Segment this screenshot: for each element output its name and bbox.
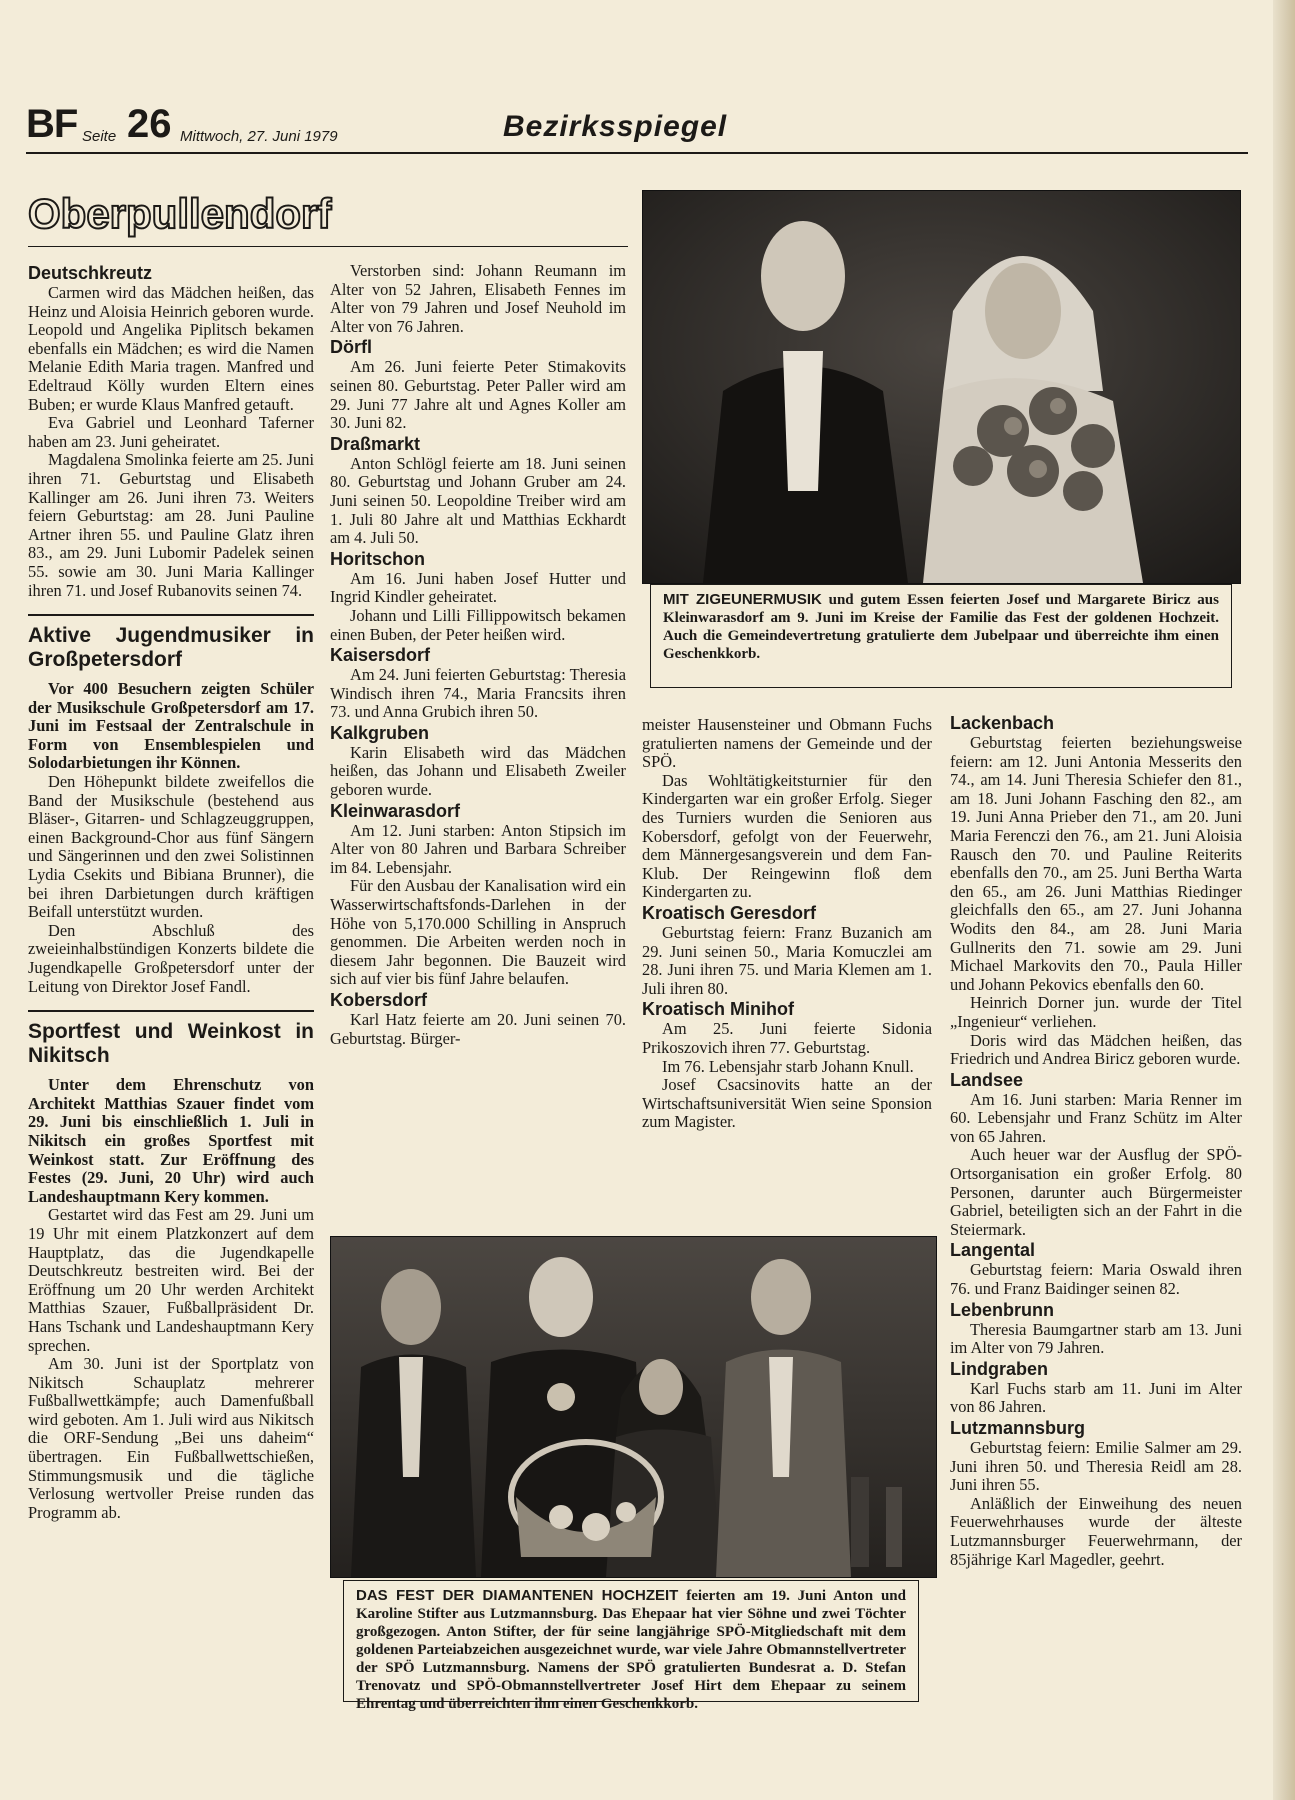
paragraph: Am 25. Juni feierte Sidonia Prikoszovich ihren 77. Geburtstag.	[642, 1019, 932, 1057]
place-heading: Langental	[950, 1240, 1036, 1261]
paragraph: Eva Gabriel und Leonhard Taferner haben am 23. Juni geheiratet.	[28, 413, 314, 451]
paragraph: Karin Elisabeth wird das Mädchen heißen, das Johann und Elisabeth Zweiler geboren wurde.	[330, 742, 626, 800]
paragraph: Am 12. Juni starben: Anton Stipsich im Alter von 80 Jahren und Barbara Schreiber im 84. Lebensjahr.	[330, 820, 626, 877]
article-headline: Sportfest und Weinkost in Nikitsch	[28, 1010, 314, 1068]
photo-caption-diamond-wedding	[343, 1580, 919, 1712]
paragraph: Doris wird das Mädchen heißen, das Friedrich und Andrea Bіricz geboren wurde.	[950, 1030, 1242, 1069]
column-3	[642, 716, 932, 1132]
caption-lead: DAS FEST DER DIAMANTENEN HOCHZEIT	[356, 1587, 679, 1604]
caption-lead: MIT ZIGEUNERMUSIK	[663, 591, 822, 608]
paragraph: Am 30. Juni ist der Sportplatz von Nikitsch Schauplatz mehrerer Fußballwettkämpfe; auch Damenfußball wird geboten. Am 1. Juli wird aus Nikitsch die ORF-Sendung „Bei uns daheim“ übertragen. Ein Fußballwettschießen, Stimmungsmusik und die tägliche Verlosung wertvoller Preise runden das Programm ab.	[28, 1354, 314, 1522]
paragraph: Magdalena Smolinka feierte am 25. Juni ihren 71. Geburtstag und Elisabeth Kallinger am 26. Juni ihren 73. Weiters feiern Geburtstag: am 28. Juni Pauline Artner ihren 55. und Pauline Glatz ihren 83., am 29. Juni Lubomir Padelek seinen 55. sowie am 30. Juni Maria Kallinger ihren 71. und Josef Rubanovits seinen 74.	[28, 450, 314, 600]
page-edge	[1273, 0, 1295, 1800]
paragraph: Theresia Baumgartner starb am 13. Juni im Alter von 79 Jahren.	[950, 1319, 1242, 1358]
place-heading: Kroatisch Geresdorf	[642, 902, 817, 923]
paragraph: Geburtstag feiern: Emilie Salmer am 29. Juni ihren 50. und Theresia Reidl am 28. Juni ihren 55.	[950, 1438, 1242, 1495]
page-label: Seite	[82, 128, 117, 145]
title-rule	[28, 246, 628, 247]
place-heading: Lackenbach	[950, 713, 1055, 733]
place-heading: Kalkgruben	[330, 722, 430, 743]
column-4	[950, 712, 1242, 1569]
paragraph: Den Höhepunkt bildete zweifellos die Band der Musikschule (bestehend aus Bläser-, Gitarren- und Schlagzeuggruppen, einen Background-Chor aus fünf Sängern und Sängerinnen und den zwei Solistinnen Lydia Csekits und Bibiana Brunner), die bei ihren Darbietungen durch kräftigen Beifall unterstützt wurden.	[28, 772, 314, 922]
paragraph: Das Wohltätigkeitsturnier für den Kindergarten war ein großer Erfolg. Sieger des Turniers wurden die Senioren aus Kobersdorf, gefolgt von der Feuerwehr, dem Männergesangsverein und dem Fan-Klub. Der Reingewinn floß dem Kindergarten zu.	[642, 770, 932, 902]
place-heading: Lindgraben	[950, 1358, 1048, 1379]
photo-golden-wedding-image	[643, 191, 1240, 583]
paragraph: Anton Schlögl feierte am 18. Juni seinen 80. Geburtstag und Johann Gruber am 24. Juni seinen 50. Leopoldine Treiber wird am 1. Juli 80 Jahre alt und Matthias Eckhardt am 4. Juli 50.	[330, 453, 626, 548]
article-headline: Aktive Jugendmusiker in Großpetersdorf	[28, 614, 314, 672]
paragraph: Geburtstag feierten beziehungsweise feiern: am 12. Juni Antonia Messerits den 74., am 14. Juni Theresia Schiefer den 81., am 18. Juni Johann Fasching den 82., am 19. Juni Anna Prieber den 71., am 20. Juni Maria Ferenczi den 76., am 21. Juni Aloisia Rausch den 70. und Pauline Reiterits ebenfalls den 70., am 25. Juni Bertha Warta den 65., am 26. Juni Matthias Riedinger gleichfalls den 65., am 27. Juni Johanna Wodits den 84., am 28. Juni Maria Gullnerits den 71. sowie am 29. Juni Michael Markovits den 70., Paula Hiller und Johann Pekovics ebenfalls den 60.	[950, 733, 1242, 994]
paragraph: Geburtstag feiern: Franz Buzanich am 29. Juni seinen 50., Maria Komuczlei am 28. Juni ihren 75. und Maria Klemen am 1. Juli ihren 80.	[642, 922, 932, 998]
place-heading: Kaisersdorf	[330, 645, 431, 666]
photo-golden-wedding	[642, 190, 1241, 584]
place-heading: Lutzmannsburg	[950, 1418, 1085, 1438]
paragraph: Heinrich Dorner jun. wurde der Titel „Ingenieur“ verliehen.	[950, 993, 1242, 1031]
paragraph: Karl Hatz feierte am 20. Juni seinen 70. Geburtstag. Bürger-	[330, 1010, 626, 1048]
paragraph: Auch heuer war der Ausflug der SPÖ-Ortsorganisation ein großer Erfolg. 80 Personen, darunter auch Bürgermeister Gabriel, beteiligten sich an der Fahrt in die Steiermark.	[950, 1145, 1242, 1239]
place-heading: Kobersdorf	[330, 990, 428, 1010]
photo-diamond-wedding-image	[331, 1237, 936, 1577]
column-1	[28, 262, 314, 1522]
header-rule	[26, 152, 1248, 154]
masthead	[26, 104, 1248, 154]
paragraph: Am 16. Juni starben: Maria Renner im 60. Lebensjahr und Franz Schütz im Alter von 65 Jahren.	[950, 1089, 1242, 1146]
paragraph: Im 76. Lebensjahr starb Johann Knull.	[662, 1056, 914, 1076]
paragraph: Anläßlich der Einweihung des neuen Feuerwehrhauses wurde der älteste Lutzmannsburger Feuerwehrmann, der 85jährige Karl Magedler, geehrt.	[950, 1493, 1242, 1569]
newspaper-logo: BF	[26, 102, 78, 146]
issue-date: Mittwoch, 27. Juni 1979	[180, 128, 338, 145]
place-heading: Kroatisch Minihof	[642, 999, 794, 1020]
paragraph: Carmen wird das Mädchen heißen, das Heinz und Aloisia Heinrich geboren wurde. Leopold und Angelika Piplitsch bekamen ebenfalls ein Mädchen; es wird die Namen Melanie Edith Maria tragen. Manfred und Edeltraud Kölly wurden Eltern eines Buben; er wurde Klaus Manfred getauft.	[28, 283, 314, 414]
paragraph: Gestartet wird das Fest am 29. Juni um 19 Uhr mit einem Platzkonzert auf dem Hauptplatz, das die Jugendkapelle Deutschkreutz bestreiten wird. Bei der Eröffnung um 20 Uhr werden Architekt Matthias Szauer, Fußballpräsident Dr. Hans Tschank und Landeshauptmann Kery sprechen.	[28, 1205, 314, 1355]
paragraph: Geburtstag feiern: Maria Oswald ihren 76. und Franz Baidinger seinen 82.	[950, 1260, 1242, 1299]
photo-caption-golden-wedding	[650, 584, 1232, 688]
place-heading: Kleinwarasdorf	[330, 800, 461, 821]
place-heading: Lebenbrunn	[950, 1299, 1054, 1320]
place-heading: Horitschon	[330, 548, 426, 569]
place-heading: Deutschkreutz	[28, 263, 153, 283]
paragraph: Johann und Lilli Fillippowitsch bekamen einen Buben, der Peter heißen wird.	[330, 605, 626, 644]
article-lead: Vor 400 Besuchern zeigten Schüler der Musikschule Großpetersdorf am 17. Juni im Festsaal der Zentralschule in Form von Ensemblespielen und Solodarbietungen ihr Können.	[28, 679, 314, 773]
photo-diamond-wedding	[330, 1236, 937, 1578]
paragraph: Den Abschluß des zweieinhalbstündigen Konzerts bildete die Jugendkapelle Großpetersdorf unter der Leitung von Direktor Josef Fandl.	[28, 920, 314, 996]
paragraph: Verstorben sind: Johann Reumann im Alter von 52 Jahren, Elisabeth Fennes im Alter von 79 Jahren und Josef Neuhold im Alter von 76 Jahren.	[330, 261, 626, 336]
place-heading: Landsee	[950, 1069, 1024, 1090]
caption-text: und gutem Essen feierten Josef und Margarete Biricz aus Kleinwarasdorf am 9. Juni im Kreise der Familie das Fest der goldenen Hochzeit. Auch die Gemeindevertretung gratulierte dem Jubelpaar und überreichte ihm einen Geschenkkorb.	[663, 592, 1219, 662]
paragraph: Josef Csacsinovits hatte an der Wirtschaftsuniversität Wien seine Sponsion zum Magister.	[642, 1075, 932, 1132]
caption-text: feierten am 19. Juni Anton und Karoline Stifter aus Lutzmannsburg. Das Ehepaar hat vier Söhne und zwei Töchter großgezogen. Anton Stifter, der für seine langjährige SPÖ-Mitgliedschaft mit dem goldenen Parteiabzeichen ausgezeichnet wurde, war viele Jahre Obmannstellvertreter der SPÖ Lutzmannsburg. Namens der SPÖ gratulierten Bundesrat a. D. Stefan Trenovatz und SPÖ-Obmannstellvertreter Josef Hirt dem Ehepaar zu seinem Ehrentag und überreichten ihm einen Geschenkkorb.	[356, 1588, 906, 1712]
paragraph: Am 26. Juni feierte Peter Stimakovits seinen 80. Geburtstag. Peter Paller wird am 29. Juni 77 Jahre alt und Agnes Koller am 30. Juni 82.	[330, 357, 626, 433]
section-title: Bezirksspiegel	[503, 110, 728, 143]
column-2	[330, 262, 626, 1048]
place-heading: Draßmarkt	[330, 433, 421, 454]
article-lead: Unter dem Ehrenschutz von Architekt Matthias Szauer findet vom 29. Juni bis einschließlich 1. Juli in Nikitsch ein großes Sportfest mit Weinkost statt. Zur Eröffnung des Festes (29. Juni, 20 Uhr) wird auch Landeshauptmann Kery kommen.	[28, 1075, 314, 1206]
paragraph: meister Hausensteiner und Obmann Fuchs gratulierten namens der Gemeinde und der SPÖ.	[642, 715, 932, 772]
paragraph: Für den Ausbau der Kanalisation wird ein Wasserwirtschaftsfonds-Darlehen in der Höhe von 5,170.000 Schilling in Anspruch genommen. Die Arbeiten werden noch in diesem Jahr begonnen. Die Bauzeit wird sich auf vier bis fünf Jahre belaufen.	[330, 876, 626, 989]
page-number: 26	[127, 102, 172, 146]
paragraph: Am 16. Juni haben Josef Hutter und Ingrid Kindler geheiratet.	[330, 568, 626, 607]
paragraph: Karl Fuchs starb am 11. Juni im Alter von 86 Jahren.	[950, 1378, 1242, 1417]
paragraph: Am 24. Juni feierten Geburtstag: Theresia Windisch ihren 74., Maria Francsits ihren 73. und Anna Grubich ihren 50.	[330, 665, 626, 722]
region-title: Oberpullendorf	[28, 190, 332, 237]
place-heading: Dörfl	[330, 337, 372, 358]
